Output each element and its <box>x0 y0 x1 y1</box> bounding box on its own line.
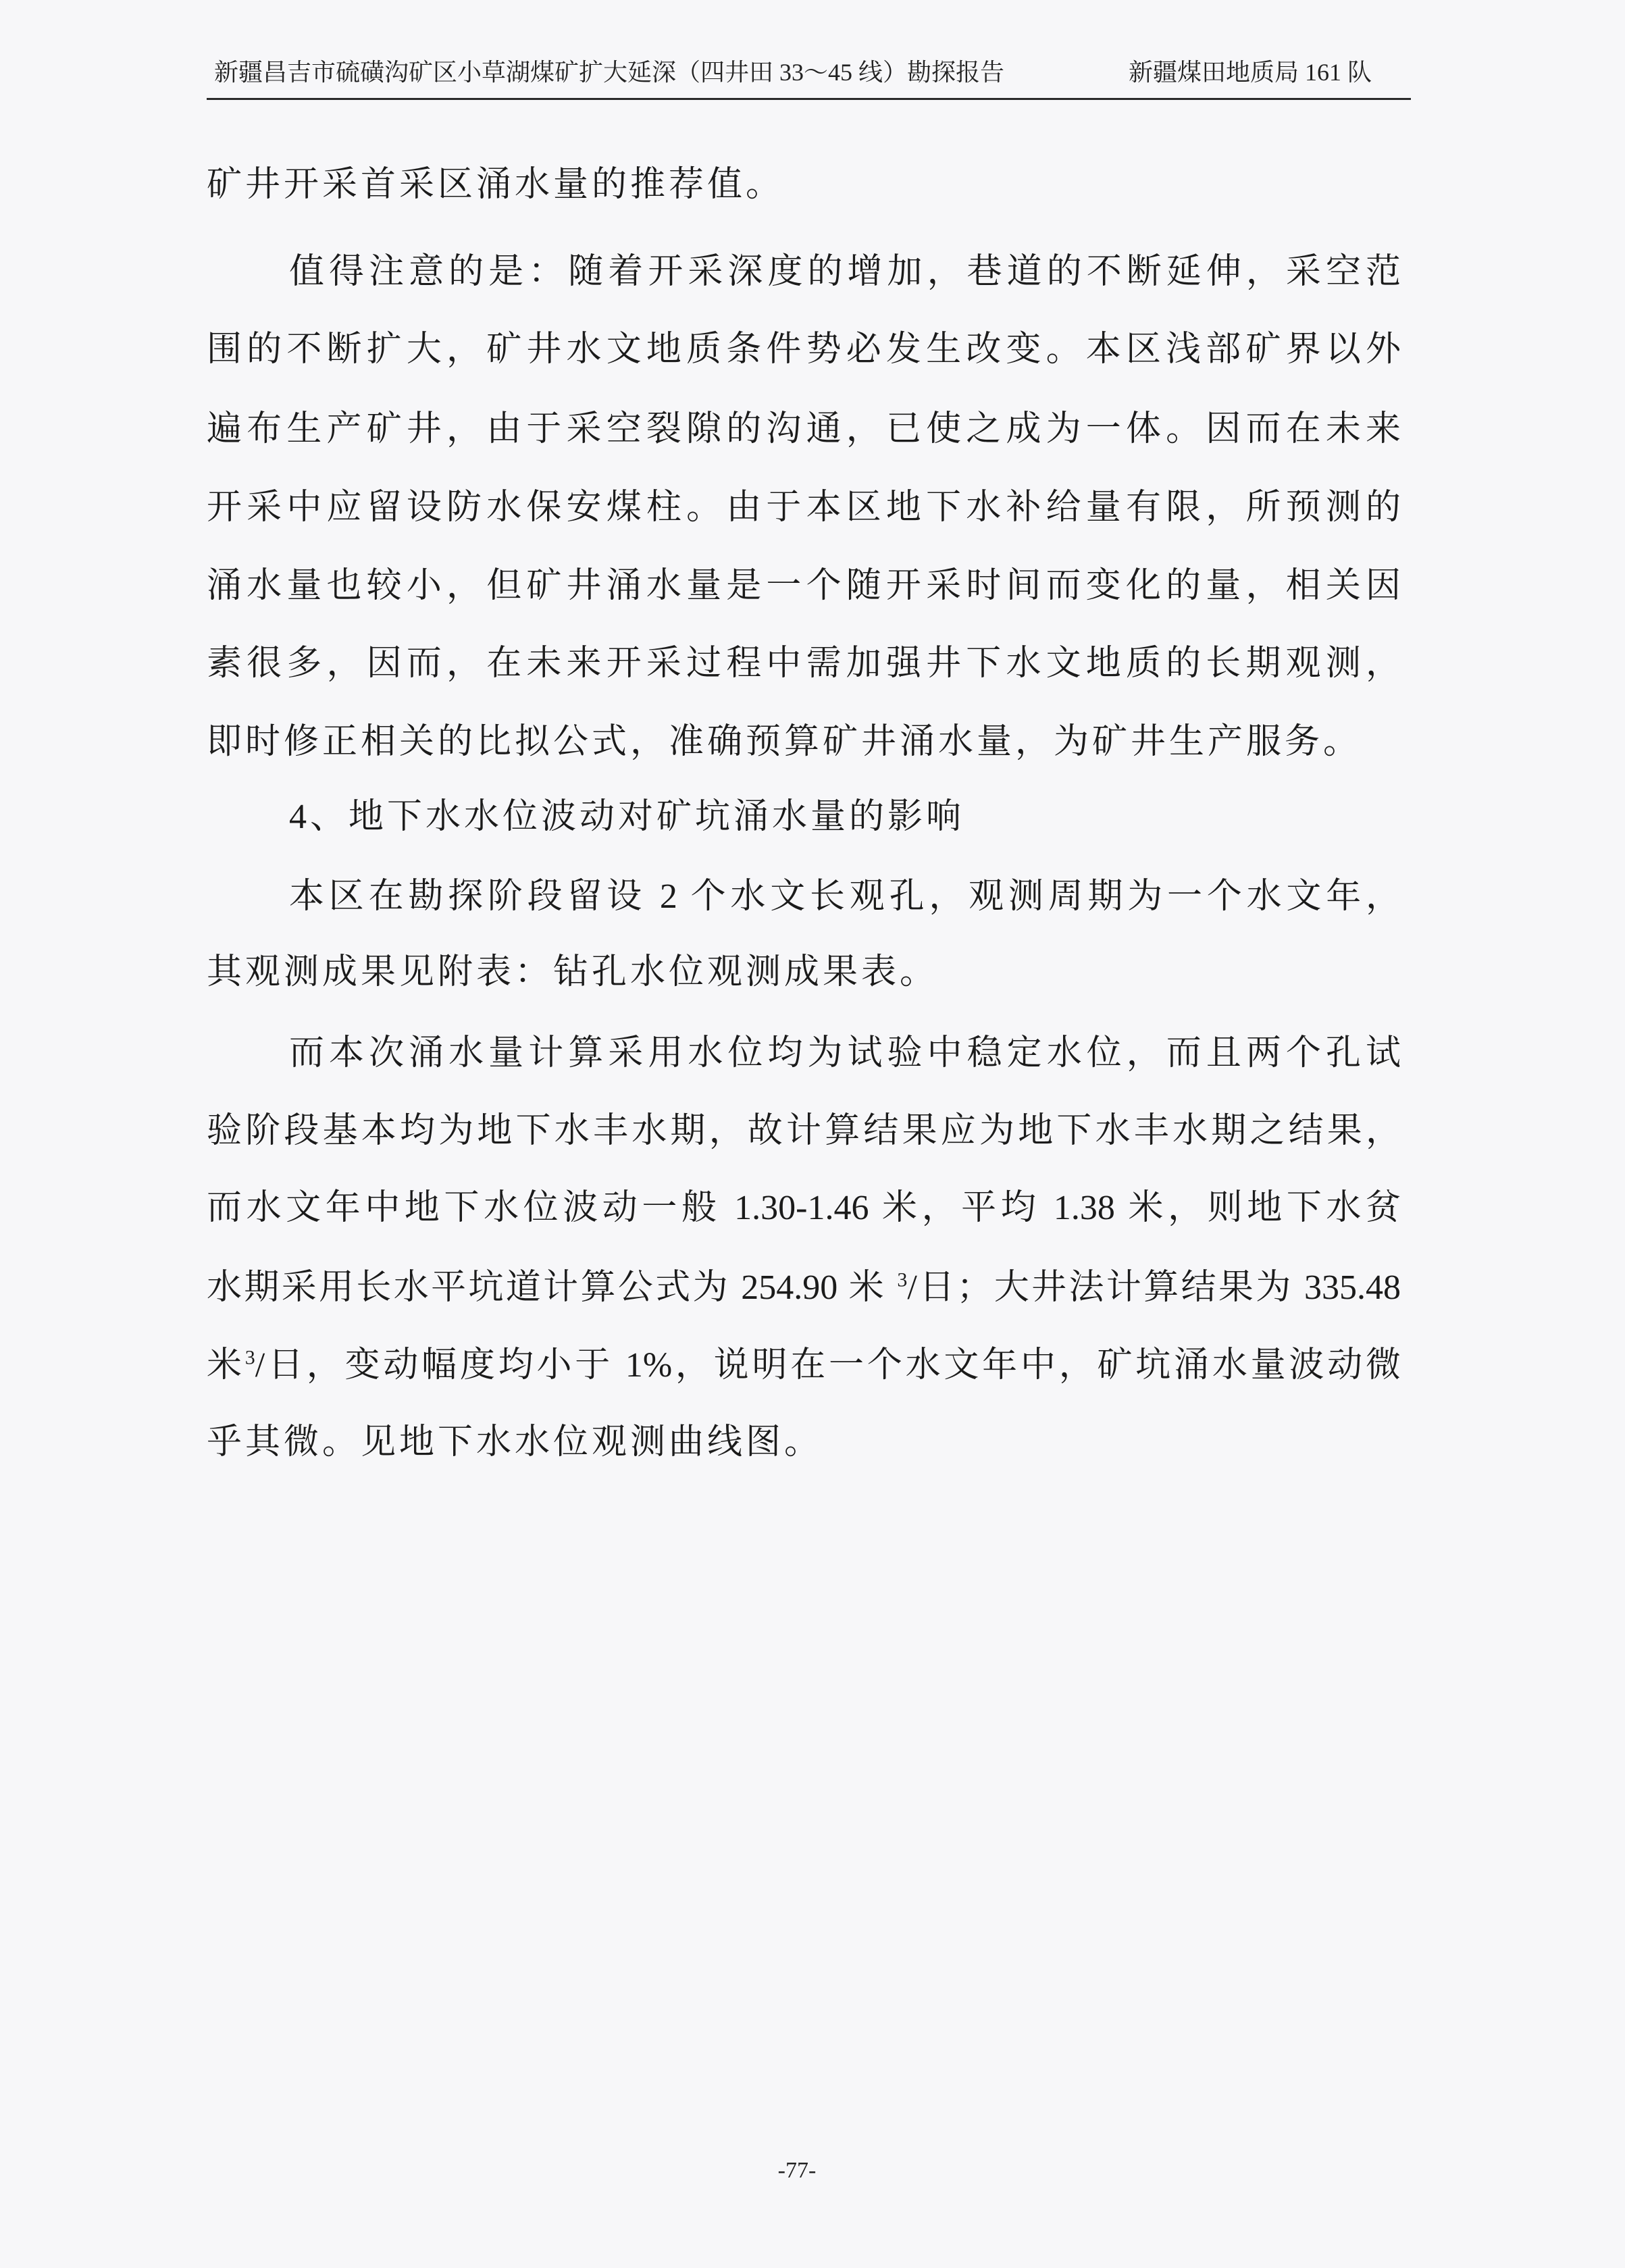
line-text-segment: /日，变动幅度均小于 1%，说明在一个水文年中，矿坑涌水量波动微 <box>255 1346 1401 1385</box>
line-text-segment: 米 <box>207 1346 245 1385</box>
section-heading: 4、地下水水位波动对矿坑涌水量的影响 <box>289 798 965 836</box>
line-text-segment: 水期采用长水平坑道计算公式为 254.90 米 <box>207 1268 898 1307</box>
body-text-line: 素很多，因而，在未来开采过程中需加强井下水文地质的长期观测， <box>207 644 1401 683</box>
body-text-line: 矿井开采首采区涌水量的推荐值。 <box>207 165 785 204</box>
body-text-line: 而本次涌水量计算采用水位均为试验中稳定水位，而且两个孔试 <box>289 1034 1401 1073</box>
running-header-organization: 新疆煤田地质局 161 队 <box>1129 59 1372 86</box>
body-text-line: 其观测成果见附表：钻孔水位观测成果表。 <box>207 953 939 991</box>
body-text-line <box>207 1268 1401 1308</box>
body-text-line: 验阶段基本均为地下水丰水期，故计算结果应为地下水丰水期之结果， <box>207 1112 1401 1150</box>
body-text-line: 本区在勘探阶段留设 2 个水文长观孔，观测周期为一个水文年， <box>289 877 1401 916</box>
body-text-line: 即时修正相关的比拟公式，准确预算矿井涌水量，为矿井生产服务。 <box>207 723 1362 761</box>
superscript-exponent: 3 <box>897 1268 908 1291</box>
body-text-line: 乎其微。见地下水水位观测曲线图。 <box>207 1423 823 1462</box>
body-text-line: 而水文年中地下水位波动一般 1.30-1.46 米，平均 1.38 米，则地下水贫 <box>207 1189 1401 1227</box>
line-text-segment: /日；大井法计算结果为 335.48 <box>907 1268 1401 1307</box>
running-header-title: 新疆昌吉市硫磺沟矿区小草湖煤矿扩大延深（四井田 33～45 线）勘探报告 <box>214 59 1005 86</box>
body-text-line: 围的不断扩大，矿井水文地质条件势必发生改变。本区浅部矿界以外 <box>207 330 1401 369</box>
body-text-line: 涌水量也较小，但矿井涌水量是一个随开采时间而变化的量，相关因 <box>207 567 1401 605</box>
superscript-exponent: 3 <box>244 1346 255 1369</box>
body-text-line: 值得注意的是：随着开采深度的增加，巷道的不断延伸，采空范 <box>289 253 1401 291</box>
body-text-line <box>207 1345 1401 1386</box>
body-text-line: 开采中应留设防水保安煤柱。由于本区地下水补给量有限，所预测的 <box>207 488 1401 527</box>
page-number: -77- <box>777 2158 817 2183</box>
header-rule <box>207 98 1411 100</box>
body-text-line: 遍布生产矿井，由于采空裂隙的沟通，已使之成为一体。因而在未来 <box>207 410 1401 448</box>
